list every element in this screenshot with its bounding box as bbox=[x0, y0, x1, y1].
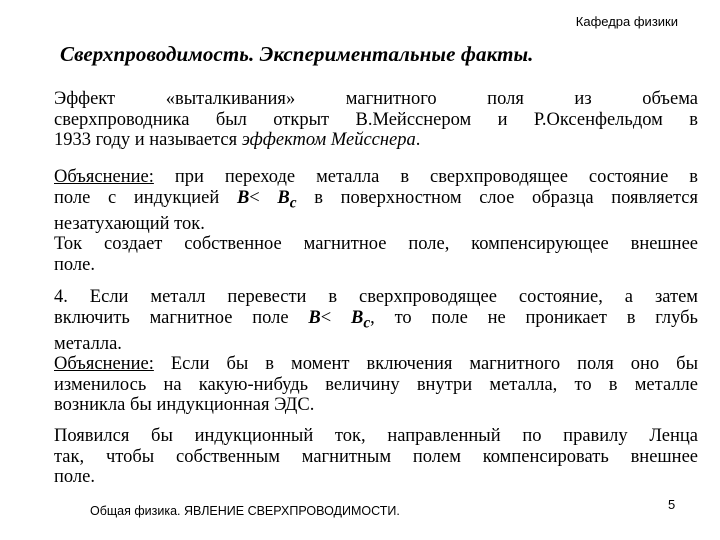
paragraph-line: металла. bbox=[54, 333, 122, 354]
paragraph-line bbox=[54, 130, 698, 151]
page-number: 5 bbox=[668, 497, 676, 512]
induction-symbol: B bbox=[236, 187, 250, 208]
paragraph-fact-4 bbox=[54, 287, 698, 416]
paragraph-line: возникла бы индукционная ЭДС. bbox=[54, 395, 315, 416]
paragraph-lenz-current bbox=[54, 426, 698, 488]
slide-title: Сверхпроводимость. Экспериментальные факты. bbox=[60, 42, 534, 66]
paragraph-line: Эффект «выталкивания» магнитного поля из объема bbox=[54, 89, 698, 109]
critical-subscript: c bbox=[363, 314, 371, 332]
meissner-effect-term: эффектом Мейсснера bbox=[241, 130, 416, 150]
text-run: < bbox=[320, 307, 351, 328]
text-run: Если бы в момент включения магнитного поля оно бы bbox=[153, 354, 698, 375]
text-run: 1933 году и называется bbox=[54, 130, 242, 150]
footer-course-title: Общая физика. ЯВЛЕНИЕ СВЕРХПРОВОДИМОСТИ. bbox=[90, 504, 400, 518]
paragraph-meissner-discovery bbox=[54, 89, 698, 151]
text-run: . bbox=[415, 130, 421, 150]
paragraph-line bbox=[54, 167, 698, 188]
critical-subscript: c bbox=[289, 194, 297, 212]
text-run: < bbox=[249, 187, 278, 208]
text-run: поле с индукцией bbox=[54, 187, 237, 208]
paragraph-line: так, чтобы собственным магнитным полем компенсировать внешнее bbox=[54, 446, 698, 467]
paragraph-explanation-1 bbox=[54, 167, 698, 275]
paragraph-line bbox=[54, 354, 698, 375]
paragraph-line: Ток создает собственное магнитное поле, компенсирующее внешнее bbox=[54, 234, 698, 255]
text-run: в поверхностном слое образца появляется bbox=[296, 187, 699, 208]
induction-symbol: B bbox=[308, 307, 321, 328]
paragraph-line: незатухающий ток. bbox=[54, 213, 205, 234]
paragraph-line: поле. bbox=[54, 467, 95, 487]
explanation-label: Объяснение: bbox=[54, 167, 154, 187]
critical-induction-symbol: B bbox=[350, 307, 364, 328]
paragraph-line: сверхпроводника был открыт В.Мейсснером и Р.Оксенфельдом в bbox=[54, 109, 698, 130]
critical-induction-symbol: B bbox=[277, 187, 290, 208]
department-header: Кафедра физики bbox=[575, 14, 678, 29]
text-run: при переходе металла в сверхпроводящее состояние в bbox=[153, 167, 698, 187]
text-run: включить магнитное поле bbox=[54, 307, 309, 328]
paragraph-line: поле. bbox=[54, 254, 95, 275]
paragraph-line bbox=[54, 188, 698, 214]
paragraph-line: 4. Если металл перевести в сверхпроводящее состояние, а затем bbox=[54, 287, 698, 307]
text-run: , то поле не проникает в глубь bbox=[370, 307, 698, 328]
explanation-label: Объяснение: bbox=[54, 354, 154, 375]
paragraph-line bbox=[54, 308, 698, 334]
paragraph-line: Появился бы индукционный ток, направленный по правилу Ленца bbox=[54, 426, 698, 446]
paragraph-line: изменилось на какую-нибудь величину внутри металла, то в металле bbox=[54, 374, 698, 395]
